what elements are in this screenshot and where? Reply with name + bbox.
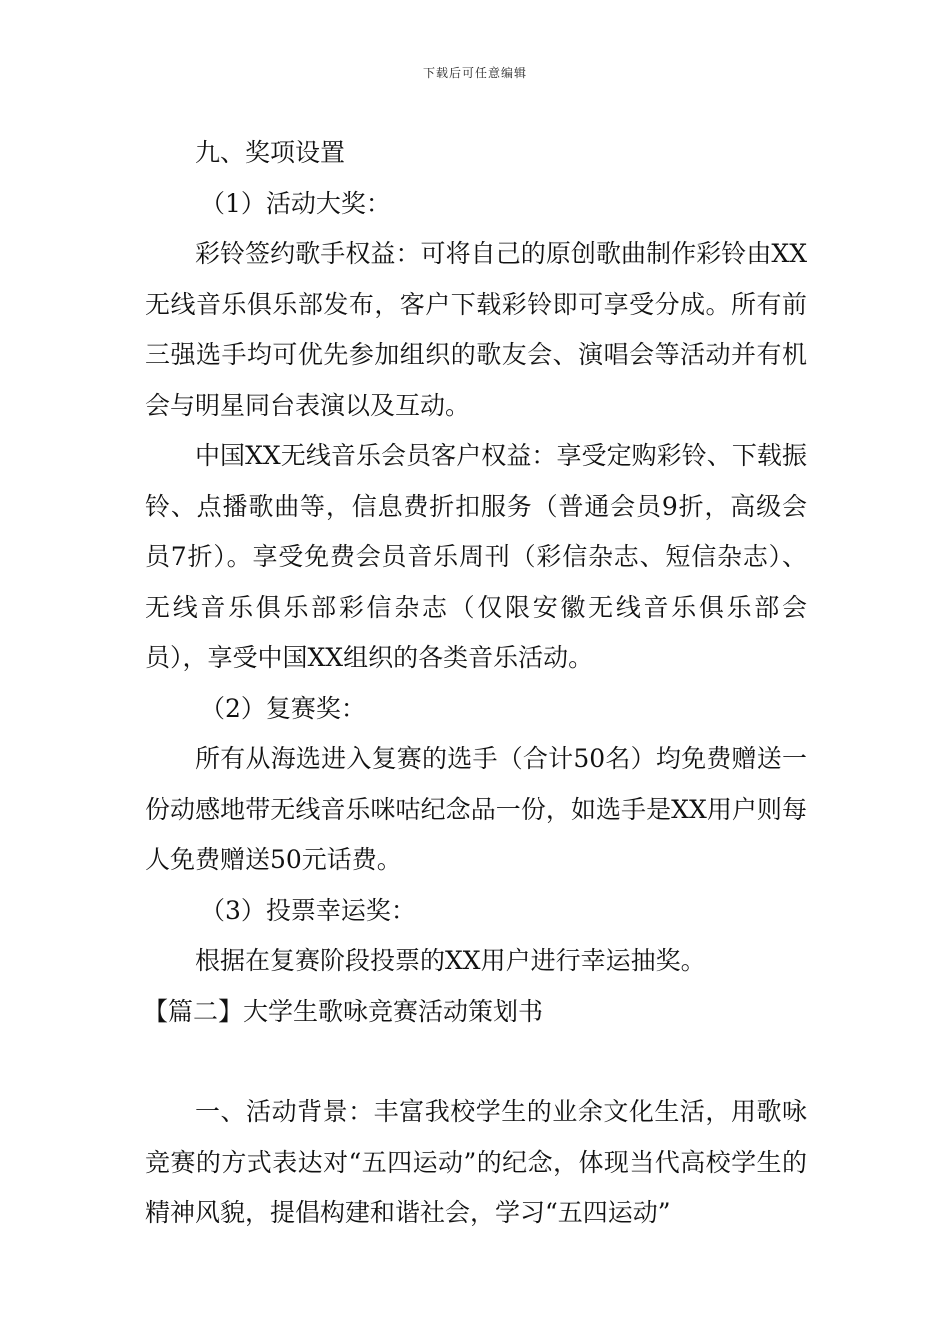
section-heading-awards: 九、奖项设置 bbox=[195, 138, 346, 167]
subheading-semifinal-prize: （2）复赛奖： bbox=[200, 693, 366, 723]
paragraph-member-rights: 中国XX无线音乐会员客户权益：享受定购彩铃、下载振铃、点播歌曲等，信息费折扣服务（普通会员9折，高级会员7折）。享受免费会员音乐周刊（彩信杂志、短信杂志）、无线音乐俱乐部彩信杂志（仅限安徽无线音乐俱乐部会员），享受中国XX组织的各类音乐活动。 bbox=[145, 441, 807, 672]
page-header: 下载后可任意编辑 bbox=[422, 66, 527, 80]
paragraph-lucky-draw: 根据在复赛阶段投票的XX用户进行幸运抽奖。 bbox=[195, 946, 706, 975]
subheading-lucky-vote-prize: （3）投票幸运奖： bbox=[200, 895, 416, 925]
blank-line bbox=[145, 1037, 807, 1087]
document-body bbox=[145, 128, 807, 1239]
article-two-title: 【篇二】大学生歌咏竞赛活动策划书 bbox=[143, 996, 544, 1026]
paragraph-signed-singer-rights: 彩铃签约歌手权益：可将自己的原创歌曲制作彩铃由XX无线音乐俱乐部发布，客户下载彩铃即可享受分成。所有前三强选手均可优先参加组织的歌友会、演唱会等活动并有机会与明星同台表演以及互动。 bbox=[145, 239, 807, 420]
paragraph-activity-background: 一、活动背景：丰富我校学生的业余文化生活，用歌咏竞赛的方式表达对“五四运动”的纪念，体现当代高校学生的精神风貌，提倡构建和谐社会，学习“五四运动” bbox=[145, 1097, 807, 1227]
paragraph-semifinal-gifts: 所有从海选进入复赛的选手（合计50名）均免费赠送一份动感地带无线音乐咪咕纪念品一份，如选手是XX用户则每人免费赠送50元话费。 bbox=[145, 744, 807, 874]
subheading-grand-prize: （1）活动大奖： bbox=[200, 188, 391, 218]
